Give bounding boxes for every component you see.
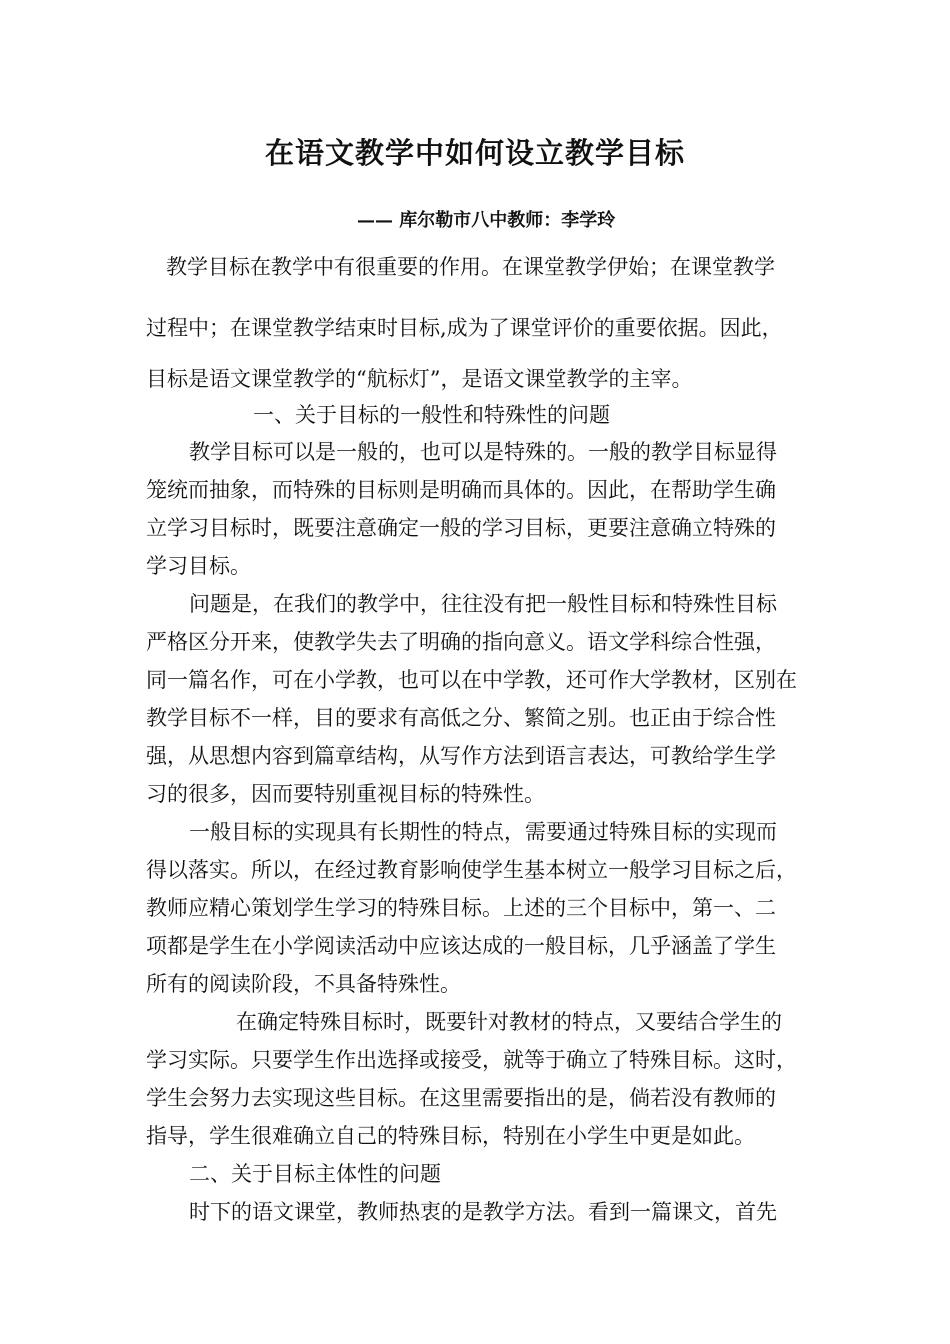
- paragraph-line: 在确定特殊目标时，既要针对教材的特点，又要结合学生的: [236, 1010, 782, 1034]
- paragraph-line: 指导，学生很难确立自己的特殊目标，特别在小学生中更是如此。: [146, 1124, 755, 1148]
- paragraph-line: 目标是语文课堂教学的“航标灯”，是语文课堂教学的主宰。: [146, 367, 693, 391]
- paragraph-line: 笼统而抽象，而特殊的目标则是明确而具体的。因此，在帮助学生确: [146, 478, 776, 502]
- paragraph-line: 学习实际。只要学生作出选择或接受，就等于确立了特殊目标。这时，: [146, 1048, 797, 1072]
- paragraph-line: 习的很多，因而要特别重视目标的特殊性。: [146, 782, 545, 806]
- paragraph-line: 学习目标。: [146, 554, 251, 578]
- paragraph-line: 同一篇名作，可在小学教，也可以在中学教，还可作大学教材，区别在: [146, 668, 797, 692]
- paragraph-line: 教学目标在教学中有很重要的作用。在课堂教学伊始；在课堂教学: [166, 255, 775, 279]
- paragraph-line: 过程中；在课堂教学结束时目标,成为了课堂评价的重要依据。因此，: [146, 316, 783, 340]
- paragraph-line: 教师应精心策划学生学习的特殊目标。上述的三个目标中，第一、二: [146, 896, 776, 920]
- paragraph-line: 学生会努力去实现这些目标。在这里需要指出的是，倘若没有教师的: [146, 1086, 776, 1110]
- paragraph-line: 项都是学生在小学阅读活动中应该达成的一般目标，几乎涵盖了学生: [146, 934, 776, 958]
- author-byline: —— 库尔勒市八中教师：李学玲: [357, 210, 616, 231]
- paragraph-line: 问题是，在我们的教学中，往往没有把一般性目标和特殊性目标: [189, 592, 777, 616]
- paragraph-line: 教学目标不一样，目的要求有高低之分、繁简之别。也正由于综合性: [146, 706, 776, 730]
- paragraph-line: 强，从思想内容到篇章结构，从写作方法到语言表达，可教给学生学: [146, 744, 776, 768]
- paragraph-line: 一般目标的实现具有长期性的特点，需要通过特殊目标的实现而: [189, 820, 777, 844]
- paragraph-line: 时下的语文课堂，教师热衷的是教学方法。看到一篇课文，首先: [189, 1200, 777, 1224]
- paragraph-line: 严格区分开来，使教学失去了明确的指向意义。语文学科综合性强，: [146, 630, 776, 654]
- paragraph-line: 所有的阅读阶段，不具备特殊性。: [146, 972, 461, 996]
- paragraph-line: 教学目标可以是一般的，也可以是特殊的。一般的教学目标显得: [189, 440, 777, 464]
- paragraph-line: 立学习目标时，既要注意确定一般的学习目标，更要注意确立特殊的: [146, 516, 776, 540]
- document-title: 在语文教学中如何设立教学目标: [264, 136, 685, 170]
- section-heading: 二、关于目标主体性的问题: [189, 1162, 441, 1186]
- section-heading: 一、关于目标的一般性和特殊性的问题: [253, 403, 610, 427]
- paragraph-line: 得以落实。所以，在经过教育影响使学生基本树立一般学习目标之后，: [146, 858, 797, 882]
